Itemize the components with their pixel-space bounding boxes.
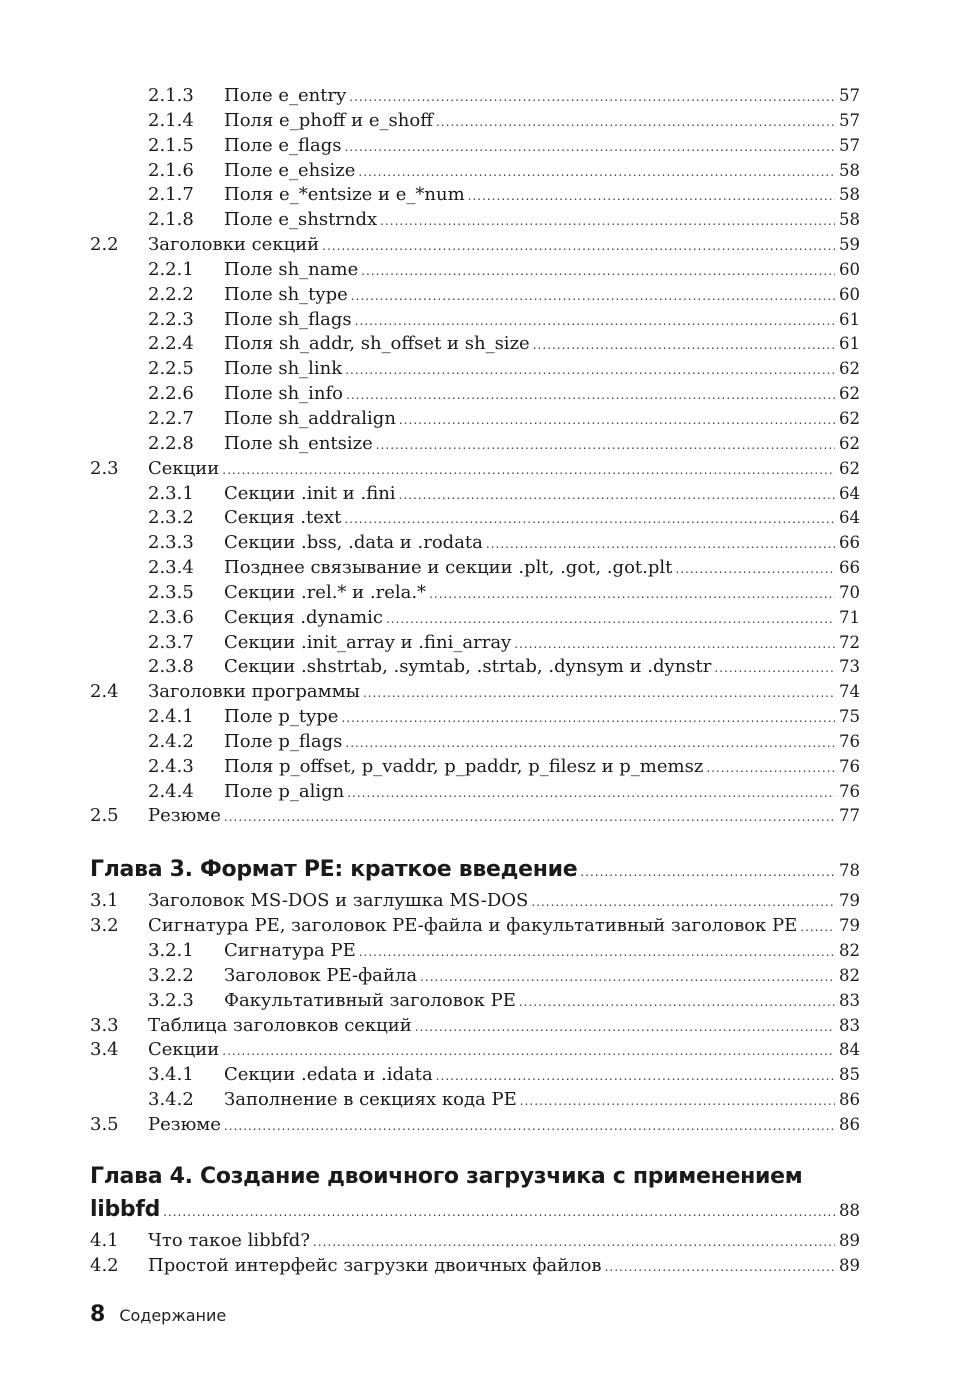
toc-entry[interactable]	[90, 889, 860, 914]
toc-entry[interactable]	[90, 531, 860, 556]
toc-entry-page: 77	[839, 806, 860, 826]
toc-entry[interactable]	[90, 258, 860, 283]
toc-entry[interactable]	[90, 308, 860, 333]
toc-entry-title: Поля e_phoff и e_shoff	[224, 109, 433, 131]
toc-entry[interactable]	[90, 283, 860, 308]
toc-block-chapter4	[90, 1229, 860, 1279]
toc-entry-title: Поле sh_name	[224, 258, 359, 280]
toc-entry[interactable]	[90, 631, 860, 656]
dot-leader	[399, 408, 835, 433]
toc-entry[interactable]	[90, 755, 860, 780]
toc-entry-number: 2.1.3	[148, 85, 194, 106]
toc-entry-number: 2.3.5	[148, 581, 194, 603]
toc-entry[interactable]	[90, 1254, 860, 1279]
toc-entry-page: 74	[839, 682, 860, 702]
toc-entry[interactable]	[90, 680, 860, 705]
toc-entry[interactable]	[90, 1063, 860, 1088]
dot-leader	[420, 965, 835, 990]
dot-leader	[341, 706, 835, 731]
toc-entry-title: Поле p_flags	[224, 730, 343, 752]
toc-entry[interactable]	[90, 780, 860, 805]
toc-entry-title: Сигнатура PE	[224, 940, 356, 961]
dot-leader	[346, 383, 835, 408]
toc-entry-title: Поле sh_flags	[224, 308, 352, 330]
toc-entry-page: 70	[839, 582, 860, 602]
toc-entry-title: Поля sh_addr, sh_offset и sh_size	[224, 333, 530, 355]
dot-leader	[714, 656, 835, 681]
dot-leader	[347, 781, 835, 806]
dot-leader	[222, 458, 835, 483]
toc-entry-page: 58	[839, 160, 860, 180]
toc-entry-number: 2.1.8	[148, 209, 194, 231]
toc-entry[interactable]	[90, 407, 860, 432]
toc-entry-number: 3.2.2	[148, 964, 194, 986]
toc-entry-page: 61	[839, 309, 860, 329]
toc-entry-title: Секции .rel.* и .rela.*	[224, 581, 427, 603]
toc-entry-page: 71	[839, 607, 860, 627]
toc-entry-title: Заголовки секций	[148, 234, 320, 256]
toc-entry-number: 2.3.6	[148, 606, 194, 628]
toc-entry-number: 2.3.1	[148, 482, 194, 504]
toc-entry-page: 62	[839, 359, 860, 379]
toc-entry-page: 57	[839, 135, 860, 155]
chapter-page: 88	[839, 1200, 860, 1220]
toc-entry[interactable]	[90, 506, 860, 531]
toc-entry-page: 89	[839, 1230, 860, 1250]
toc-entry-page: 79	[839, 891, 860, 911]
dot-leader	[580, 856, 835, 888]
toc-entry[interactable]	[90, 208, 860, 233]
toc-entry-number: 2.3.2	[148, 507, 194, 529]
toc-entry-title: Секции .init и .fini	[224, 482, 396, 504]
toc-entry-number: 2.3.7	[148, 631, 194, 653]
toc-entry[interactable]	[90, 482, 860, 507]
toc-entry[interactable]	[90, 357, 860, 382]
toc-entry-number: 2.1.6	[148, 159, 194, 181]
toc-entry-title: Секции .init_array и .fini_array	[224, 631, 512, 653]
toc-entry[interactable]	[90, 134, 860, 159]
toc-entry-page: 82	[839, 965, 860, 985]
toc-entry[interactable]	[90, 457, 860, 482]
toc-entry-title: Секции .edata и .idata	[224, 1064, 433, 1086]
chapter-title-line2: libbfd	[90, 1196, 161, 1222]
dot-leader	[399, 483, 835, 508]
toc-entry-title: Поле sh_type	[224, 283, 348, 305]
toc-entry-page: 61	[839, 334, 860, 354]
dot-leader	[376, 433, 835, 458]
toc-entry-title: Что такое libbfd?	[148, 1229, 310, 1251]
toc-entry[interactable]	[90, 655, 860, 680]
toc-entry-number: 2.2.2	[148, 283, 194, 305]
chapter-heading[interactable]	[90, 854, 860, 886]
toc-entry[interactable]	[90, 109, 860, 134]
dot-leader	[520, 1089, 835, 1114]
toc-entry-number: 4.1	[90, 1229, 119, 1251]
toc-entry-number: 3.5	[90, 1113, 119, 1135]
toc-entry-page: 60	[839, 259, 860, 279]
toc-entry-page: 62	[839, 408, 860, 428]
toc-entry-number: 2.4.2	[148, 730, 194, 752]
dot-leader	[322, 234, 835, 259]
toc-entry[interactable]	[90, 233, 860, 258]
toc-entry[interactable]	[90, 1014, 860, 1039]
toc-entry-title: Поле sh_entsize	[224, 432, 373, 454]
toc-entry[interactable]	[90, 705, 860, 730]
page-footer	[90, 1302, 226, 1327]
toc-entry-page: 79	[839, 916, 860, 936]
dot-leader	[358, 160, 835, 185]
toc-entry-title: Поле e_entry	[224, 85, 347, 106]
toc-entry-title: Сигнатура PE, заголовок PE-файла и факультативный заголовок PE	[148, 915, 798, 937]
toc-entry-title: Заголовок MS-DOS и заглушка MS-DOS	[148, 890, 529, 912]
dot-leader	[386, 607, 835, 632]
dot-leader	[345, 731, 835, 756]
toc-entry-title: Поле sh_addralign	[224, 407, 396, 429]
dot-leader	[163, 1196, 835, 1228]
footer-section-label: Содержание	[119, 1306, 227, 1325]
toc-entry-title: Резюме	[148, 1113, 221, 1135]
toc-entry-title: Заголовок PE-файла	[224, 964, 418, 986]
toc-entry[interactable]	[90, 1113, 860, 1138]
toc-entry-page: 60	[839, 284, 860, 304]
toc-entry-title: Секции	[148, 457, 220, 479]
table-of-contents	[90, 84, 860, 1278]
dot-leader	[363, 681, 835, 706]
toc-entry-page: 64	[839, 483, 860, 503]
toc-entry[interactable]	[90, 183, 860, 208]
toc-entry[interactable]	[90, 914, 860, 939]
toc-entry-page: 86	[839, 1090, 860, 1110]
toc-entry-number: 2.3.4	[148, 557, 194, 579]
footer-page-number: 8	[90, 1302, 106, 1327]
toc-entry-page: 83	[839, 990, 860, 1010]
toc-entry-number: 2.3.8	[148, 656, 194, 678]
toc-entry-page: 72	[839, 632, 860, 652]
dot-leader	[800, 915, 835, 940]
toc-entry-title: Заголовки программы	[148, 681, 360, 703]
toc-entry-title: Поле p_type	[224, 706, 339, 728]
toc-entry[interactable]	[90, 1088, 860, 1113]
toc-entry[interactable]	[90, 964, 860, 989]
toc-entry[interactable]	[90, 382, 860, 407]
toc-entry-page: 82	[839, 941, 860, 960]
toc-entry-page: 66	[839, 558, 860, 578]
chapter-heading[interactable]	[90, 1160, 860, 1226]
toc-entry-title: Поле e_shstrndx	[224, 209, 378, 231]
toc-entry-page: 84	[839, 1040, 860, 1060]
toc-entry-page: 86	[839, 1114, 860, 1134]
dot-leader	[706, 756, 835, 781]
dot-leader	[429, 582, 835, 607]
toc-entry-number: 2.4.1	[148, 706, 194, 728]
toc-entry-title: Секции	[148, 1039, 220, 1061]
dot-leader	[349, 85, 835, 110]
toc-entry-number: 2.1.7	[148, 184, 194, 206]
toc-entry-page: 57	[839, 110, 860, 130]
toc-entry-number: 2.3.3	[148, 532, 194, 554]
toc-entry-number: 2.2.4	[148, 333, 194, 355]
toc-entry-number: 2.2.8	[148, 432, 194, 454]
dot-leader	[222, 1039, 835, 1064]
toc-entry-title: Позднее связывание и секции .plt, .got, .got.plt	[224, 557, 673, 579]
toc-entry-number: 2.4	[90, 681, 119, 703]
toc-entry-title: Заполнение в секциях кода PE	[224, 1089, 517, 1111]
toc-entry-title: Поле e_flags	[224, 134, 342, 156]
toc-entry-number: 4.2	[90, 1254, 119, 1276]
toc-entry-number: 2.5	[90, 805, 119, 827]
chapter-page: 78	[839, 861, 860, 881]
toc-entry-number: 3.2.3	[148, 989, 194, 1011]
toc-entry-title: Поле e_ehsize	[224, 159, 356, 181]
toc-entry-page: 62	[839, 384, 860, 404]
toc-entry-title: Поле p_align	[224, 780, 345, 802]
toc-entry-page: 57	[839, 86, 860, 105]
toc-entry-number: 2.2.3	[148, 308, 194, 330]
toc-entry-number: 2.2	[90, 234, 119, 256]
toc-entry-title: Секции .bss, .data и .rodata	[224, 532, 483, 554]
toc-entry-number: 2.1.4	[148, 109, 194, 131]
dot-leader	[224, 1114, 835, 1139]
toc-entry-number: 3.2	[90, 915, 119, 937]
dot-leader	[531, 890, 835, 915]
toc-entry-number: 2.2.7	[148, 407, 194, 429]
toc-entry[interactable]	[90, 159, 860, 184]
dot-leader	[344, 507, 835, 532]
toc-entry-page: 76	[839, 731, 860, 751]
toc-entry-page: 62	[839, 433, 860, 453]
toc-entry-number: 2.2.1	[148, 258, 194, 280]
toc-entry-page: 59	[839, 235, 860, 255]
dot-leader	[533, 333, 835, 358]
dot-leader	[514, 632, 835, 657]
toc-entry-page: 62	[839, 458, 860, 478]
toc-entry-page: 58	[839, 185, 860, 205]
toc-entry-title: Таблица заголовков секций	[148, 1014, 412, 1036]
toc-entry-title: Секции .shstrtab, .symtab, .strtab, .dynsym и .dynstr	[224, 656, 712, 678]
dot-leader	[355, 309, 835, 334]
toc-entry-number: 2.4.4	[148, 780, 194, 802]
toc-entry[interactable]	[90, 606, 860, 631]
toc-entry-title: Поле sh_info	[224, 383, 344, 405]
toc-entry-number: 3.4.2	[148, 1089, 194, 1111]
toc-entry-number: 3.2.1	[148, 940, 194, 961]
dot-leader	[224, 805, 835, 830]
dot-leader	[605, 1255, 835, 1280]
dot-leader	[380, 209, 835, 234]
toc-entry-number: 3.3	[90, 1014, 119, 1036]
dot-leader	[313, 1230, 835, 1255]
toc-entry-page: 83	[839, 1015, 860, 1035]
toc-entry-page: 89	[839, 1255, 860, 1275]
toc-entry-page: 66	[839, 533, 860, 553]
toc-entry[interactable]	[90, 84, 860, 109]
toc-entry-number: 3.1	[90, 890, 119, 912]
toc-entry-number: 2.1.5	[148, 134, 194, 156]
dot-leader	[436, 1064, 835, 1089]
dot-leader	[436, 110, 835, 135]
toc-entry-number: 2.2.5	[148, 358, 194, 380]
toc-entry-number: 2.3	[90, 457, 119, 479]
toc-entry-title: Секция .dynamic	[224, 606, 383, 628]
toc-block-chapter2-continued	[90, 84, 860, 829]
toc-entry[interactable]	[90, 1038, 860, 1063]
toc-entry[interactable]	[90, 989, 860, 1014]
toc-entry-title: Факультативный заголовок PE	[224, 989, 516, 1011]
toc-entry[interactable]	[90, 432, 860, 457]
dot-leader	[415, 1015, 835, 1040]
toc-entry[interactable]	[90, 581, 860, 606]
chapter-title-line1: Глава 4. Создание двоичного загрузчика с применением	[90, 1163, 803, 1189]
toc-block-chapter3	[90, 889, 860, 1137]
toc-entry[interactable]	[90, 332, 860, 357]
chapter-title: Глава 3. Формат PE: краткое введение	[90, 857, 578, 883]
dot-leader	[359, 940, 835, 965]
dot-leader	[486, 532, 835, 557]
toc-entry-page: 76	[839, 781, 860, 801]
toc-entry-page: 73	[839, 657, 860, 677]
toc-entry-title: Поля p_offset, p_vaddr, p_paddr, p_filesz и p_memsz	[224, 755, 704, 777]
toc-entry-title: Простой интерфейс загрузки двоичных файлов	[148, 1254, 602, 1276]
toc-entry-number: 2.4.3	[148, 755, 194, 777]
toc-entry-number: 2.2.6	[148, 383, 194, 405]
toc-entry-title: Резюме	[148, 805, 221, 827]
toc-entry-number: 3.4.1	[148, 1064, 194, 1086]
dot-leader	[468, 184, 835, 209]
toc-entry-title: Поля e_*entsize и e_*num	[224, 184, 465, 206]
toc-entry-number: 3.4	[90, 1039, 119, 1061]
dot-leader	[361, 259, 835, 284]
dot-leader	[351, 284, 835, 309]
dot-leader	[345, 135, 836, 160]
toc-entry[interactable]	[90, 939, 860, 964]
dot-leader	[675, 557, 835, 582]
toc-entry-page: 76	[839, 756, 860, 776]
toc-entry-page: 75	[839, 707, 860, 727]
toc-entry-page: 58	[839, 210, 860, 230]
dot-leader	[519, 990, 835, 1015]
toc-entry[interactable]	[90, 1229, 860, 1254]
toc-entry-page: 64	[839, 508, 860, 528]
toc-entry[interactable]	[90, 730, 860, 755]
toc-entry-title: Поле sh_link	[224, 358, 343, 380]
toc-entry-title: Секция .text	[224, 507, 342, 529]
dot-leader	[345, 358, 835, 383]
toc-entry[interactable]	[90, 556, 860, 581]
toc-entry-page: 85	[839, 1065, 860, 1085]
toc-entry[interactable]	[90, 804, 860, 829]
